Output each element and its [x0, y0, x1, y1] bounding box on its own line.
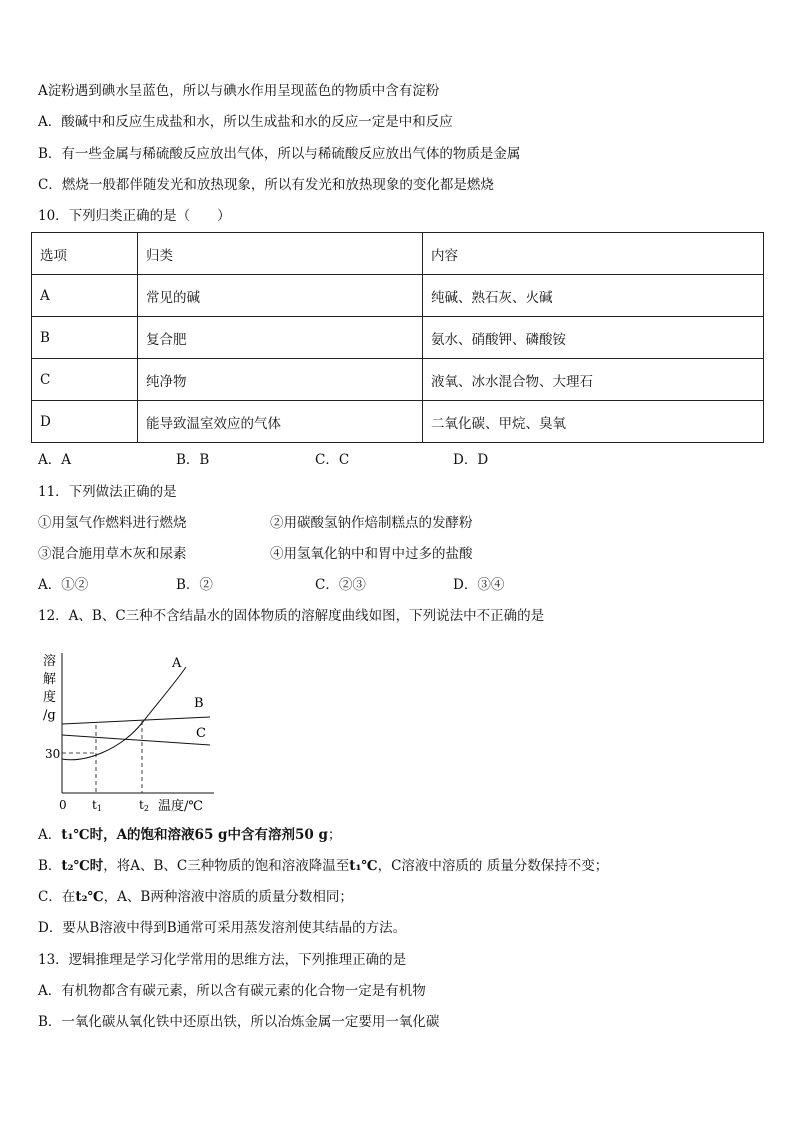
- table-cell: D: [32, 401, 138, 443]
- q11-item-1: ①用氢气作燃料进行燃烧: [38, 515, 187, 531]
- x-tick-label-t2: t2: [139, 798, 149, 813]
- q10-table: [31, 232, 764, 443]
- q10-choice-d[interactable]: D．D: [453, 452, 489, 468]
- y-axis-label: 度: [43, 690, 57, 705]
- q11-item-3: ③混合施用草木灰和尿素: [38, 546, 187, 562]
- x-tick-label-t1: t1: [92, 798, 102, 813]
- curve-label-c: C: [196, 726, 206, 741]
- solubility-curve-figure: [30, 645, 230, 817]
- table-cell: 复合肥: [138, 317, 423, 359]
- option-suffix: ，C溶液中溶质的 质量分数保持不变；: [377, 858, 609, 874]
- table-cell: 能导致温室效应的气体: [138, 401, 423, 443]
- q11-item-2: ②用碳酸氢钠作焙制糕点的发酵粉: [270, 515, 473, 531]
- q11-stem: 11．下列做法正确的是: [38, 484, 177, 500]
- table-cell: 二氧化碳、甲烷、臭氧: [423, 401, 764, 443]
- q11-item-4: ④用氢氧化钠中和胃中过多的盐酸: [270, 546, 473, 562]
- curve-b: [62, 717, 210, 724]
- q9-option-statement-2: A．酸碱中和反应生成盐和水，所以生成盐和水的反应一定是中和反应: [38, 114, 453, 130]
- table-cell: 纯净物: [138, 359, 423, 401]
- option-prefix: C．在: [38, 889, 76, 905]
- table-cell: 氨水、硝酸钾、磷酸铵: [423, 317, 764, 359]
- q10-choice-c[interactable]: C．C: [315, 452, 350, 468]
- q13-option-b[interactable]: B．一氧化碳从氧化铁中还原出铁，所以冶炼金属一定要用一氧化碳: [38, 1014, 440, 1030]
- table-cell: C: [32, 359, 138, 401]
- table-row: [32, 275, 764, 317]
- table-cell: 液氧、冰水混合物、大理石: [423, 359, 764, 401]
- q13-stem: 13．逻辑推理是学习化学常用的思维方法，下列推理正确的是: [38, 952, 407, 968]
- option-suffix: ；: [327, 827, 342, 843]
- y-axis-label: 溶: [43, 654, 57, 669]
- q9-option-statement-3: B．有一些金属与稀硫酸反应放出气体，所以与稀硫酸反应放出气体的物质是金属: [38, 146, 521, 162]
- q10-choice-a[interactable]: A．A: [38, 452, 71, 468]
- y-axis-label: 解: [43, 672, 57, 687]
- table-header-cell: 内容: [423, 233, 764, 275]
- q13-option-a[interactable]: A．有机物都含有碳元素，所以含有碳元素的化合物一定是有机物: [38, 983, 426, 999]
- q11-choice-b[interactable]: B．②: [176, 577, 213, 593]
- option-bold-text: t₁℃: [349, 858, 378, 874]
- q12-option-b[interactable]: [38, 857, 608, 875]
- q12-stem: 12．A、B、C三种不含结晶水的固体物质的溶解度曲线如图，下列说法中不正确的是: [38, 608, 545, 624]
- table-cell: B: [32, 317, 138, 359]
- table-row: [32, 317, 764, 359]
- table-row: [32, 401, 764, 443]
- q12-option-d[interactable]: D．要从B溶液中得到B通常可采用蒸发溶剂使其结晶的方法。: [38, 920, 407, 936]
- curve-c: [62, 735, 210, 745]
- table-row: [32, 359, 764, 401]
- option-prefix: B．: [38, 858, 62, 874]
- q10-stem: 10．下列归类正确的是（ ）: [38, 208, 231, 224]
- option-bold-text: t₂℃时: [61, 858, 104, 874]
- origin-label: 0: [59, 798, 67, 812]
- y-axis-label: /g: [43, 708, 56, 723]
- y-tick-label: 30: [45, 747, 61, 761]
- q12-option-a[interactable]: [38, 826, 341, 844]
- q11-choice-c[interactable]: C．②③: [315, 577, 366, 593]
- option-bold-text: t₁℃时，A的饱和溶液65 g中含有溶剂50 g: [61, 827, 328, 843]
- table-header-cell: 归类: [138, 233, 423, 275]
- curve-a: [62, 667, 186, 760]
- q11-choice-a[interactable]: A．①②: [38, 577, 89, 593]
- q9-option-statement-1: A淀粉遇到碘水呈蓝色，所以与碘水作用呈现蓝色的物质中含有淀粉: [38, 83, 440, 99]
- table-header-row: [32, 233, 764, 275]
- table-cell: A: [32, 275, 138, 317]
- table-header-cell: 选项: [32, 233, 138, 275]
- curve-label-a: A: [172, 656, 182, 671]
- option-suffix: ，A、B两种溶液中溶质的质量分数相同；: [103, 889, 353, 905]
- curve-label-b: B: [194, 696, 204, 711]
- q10-choice-b[interactable]: B．B: [176, 452, 210, 468]
- x-axis-label: 温度/℃: [158, 799, 203, 814]
- option-text: ，将A、B、C三种物质的饱和溶液降温至: [103, 858, 350, 874]
- option-bold-text: t₂℃: [75, 889, 104, 905]
- option-prefix: A．: [38, 827, 62, 843]
- table-cell: 纯碱、熟石灰、火碱: [423, 275, 764, 317]
- table-cell: 常见的碱: [138, 275, 423, 317]
- q9-option-statement-4: C．燃烧一般都伴随发光和放热现象，所以有发光和放热现象的变化都是燃烧: [38, 177, 494, 193]
- q11-choice-d[interactable]: D．③④: [453, 577, 505, 593]
- q12-option-c[interactable]: [38, 888, 353, 906]
